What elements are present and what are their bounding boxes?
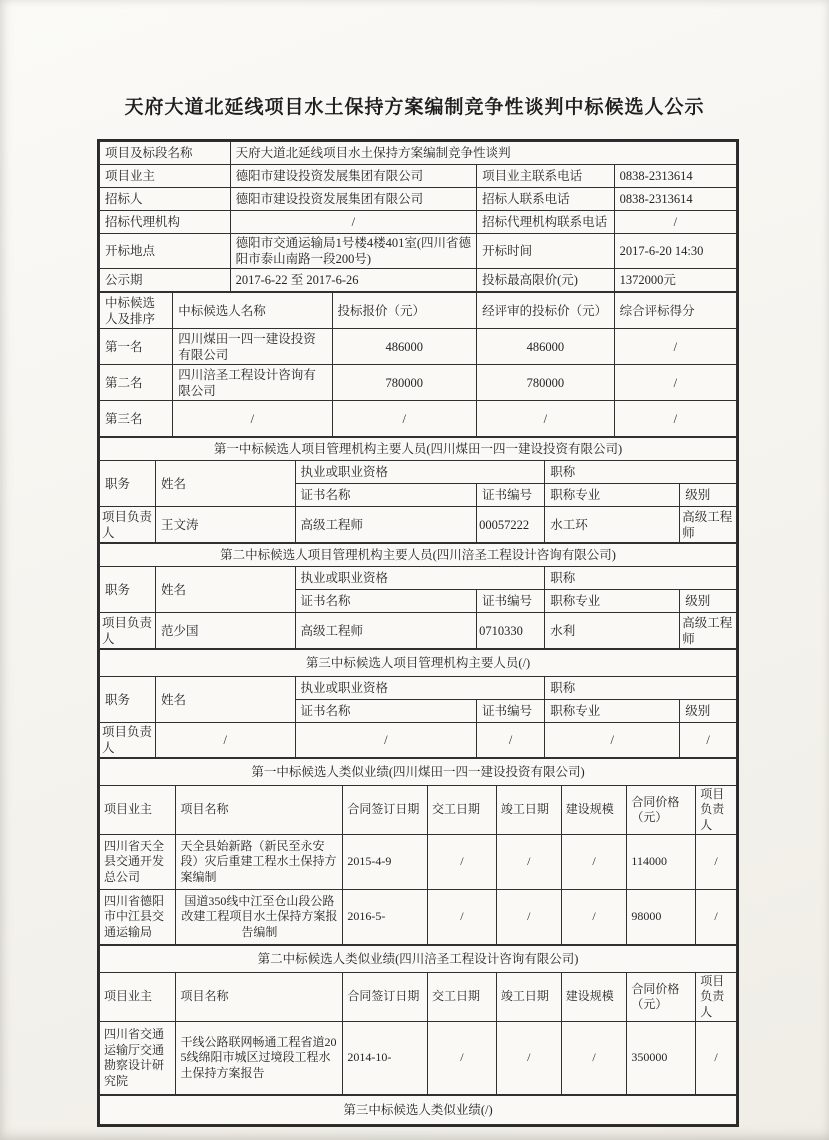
rank-cell: 第二名 (100, 365, 173, 401)
name-cell: / (156, 723, 296, 758)
col-header: 职务 (100, 677, 156, 723)
performance-table-2 (99, 945, 737, 1095)
personnel-row (100, 613, 737, 649)
table-row (100, 234, 737, 269)
section-title-row (100, 544, 737, 567)
candidate-row (100, 329, 737, 365)
delivery-date-cell: / (428, 835, 497, 890)
completion-date-cell: / (496, 890, 561, 945)
score-cell: / (614, 365, 736, 401)
section-title: 第一中标候选人类似业绩(四川煤田一四一建设投资有限公司) (100, 759, 737, 786)
field-label: 招标人 (100, 188, 231, 211)
cert-no-cell: 00057222 (477, 507, 545, 543)
col-header: 投标报价（元） (332, 293, 477, 329)
info-table (99, 141, 737, 292)
section-title: 第一中标候选人项目管理机构主要人员(四川煤田一四一建设投资有限公司) (100, 438, 737, 461)
cert-name-cell: 高级工程师 (295, 507, 477, 543)
field-value: 0838-2313614 (614, 165, 736, 188)
field-label: 招标代理机构 (100, 211, 231, 234)
completion-date-cell: / (496, 1022, 561, 1095)
performance-header-row (100, 786, 737, 835)
personnel-table-1 (99, 437, 737, 543)
candidate-row (100, 401, 737, 437)
table-row (100, 188, 737, 211)
cert-name-cell: 高级工程师 (295, 613, 477, 649)
col-header: 竣工日期 (496, 973, 561, 1022)
col-header: 姓名 (156, 567, 296, 613)
sign-date-cell: 2014-10- (343, 1022, 428, 1095)
sign-date-cell: 2016-5- (343, 890, 428, 945)
major-cell: 水利 (545, 613, 680, 649)
project-cell: 国道350线中江至仓山段公路改建工程项目水土保持方案报告编制 (176, 890, 343, 945)
col-header: 交工日期 (428, 786, 497, 835)
col-header: 职称专业 (545, 484, 680, 507)
field-value: 2017-6-20 14:30 (614, 234, 736, 269)
col-header: 证书编号 (477, 700, 545, 723)
field-label: 投标最高限价(元) (477, 269, 615, 292)
owner-cell: 四川省交通运输厅交通勘察设计研究院 (100, 1022, 176, 1095)
bid-cell: / (332, 401, 477, 437)
section-title: 第二中标候选人类似业绩(四川涪圣工程设计咨询有限公司) (100, 946, 737, 973)
performance-row (100, 890, 737, 945)
manager-cell: / (696, 1022, 737, 1095)
rank-cell: 第三名 (100, 401, 173, 437)
col-header: 职称 (545, 677, 737, 700)
field-value: 德阳市建设投资发展集团有限公司 (230, 188, 477, 211)
field-value: / (614, 211, 736, 234)
field-value: 天府大道北延线项目水土保持方案编制竞争性谈判 (230, 142, 736, 165)
col-header: 建设规模 (561, 786, 627, 835)
rank-cell: 第一名 (100, 329, 173, 365)
manager-cell: / (696, 835, 737, 890)
col-header: 项目业主 (100, 973, 176, 1022)
personnel-row (100, 507, 737, 543)
candidate-row (100, 365, 737, 401)
col-header: 经评审的投标价（元） (477, 293, 615, 329)
performance-row (100, 835, 737, 890)
delivery-date-cell: / (428, 890, 497, 945)
personnel-table-2 (99, 543, 737, 649)
scale-cell: / (561, 1022, 627, 1095)
level-cell: 高级工程师 (680, 613, 737, 649)
duty-cell: 项目负责人 (100, 613, 156, 649)
cert-no-cell: 0710330 (477, 613, 545, 649)
col-header: 项目业主 (100, 786, 176, 835)
col-header: 姓名 (156, 677, 296, 723)
owner-cell: 四川省德阳市中江县交通运输局 (100, 890, 176, 945)
bid-cell: 486000 (332, 329, 477, 365)
col-header: 项目名称 (176, 973, 343, 1022)
field-label: 项目业主 (100, 165, 231, 188)
page-title: 天府大道北延线项目水土保持方案编制竞争性谈判中标候选人公示 (124, 97, 705, 118)
scale-cell: / (561, 890, 627, 945)
section-title-row (100, 759, 737, 786)
bid-cell: 780000 (332, 365, 477, 401)
personnel-header-row (100, 567, 737, 590)
col-header: 职务 (100, 567, 156, 613)
col-header: 级别 (680, 484, 737, 507)
col-header: 项目名称 (176, 786, 343, 835)
evaluated-cell: / (477, 401, 615, 437)
completion-date-cell: / (496, 835, 561, 890)
project-cell: 天全县始新路（新民至永安段）灾后重建工程水土保持方案编制 (176, 835, 343, 890)
section-title: 第二中标候选人项目管理机构主要人员(四川涪圣工程设计咨询有限公司) (100, 544, 737, 567)
duty-cell: 项目负责人 (100, 723, 156, 758)
section-title-row (100, 650, 737, 677)
section-title-row (100, 946, 737, 973)
col-header: 合同价格（元） (627, 786, 696, 835)
col-header: 中标候选人名称 (173, 293, 332, 329)
col-header: 交工日期 (428, 973, 497, 1022)
col-header: 执业或职业资格 (295, 567, 545, 590)
col-header: 职称 (545, 461, 737, 484)
col-header: 竣工日期 (496, 786, 561, 835)
cert-no-cell: / (477, 723, 545, 758)
col-header: 证书名称 (295, 484, 477, 507)
col-header: 级别 (680, 590, 737, 613)
level-cell: / (680, 723, 737, 758)
personnel-header-row (100, 461, 737, 484)
table-row (100, 165, 737, 188)
evaluated-cell: 780000 (477, 365, 615, 401)
score-cell: / (614, 329, 736, 365)
field-label: 招标人联系电话 (477, 188, 615, 211)
field-value: 2017-6-22 至 2017-6-26 (230, 269, 477, 292)
col-header: 项目负责人 (696, 786, 737, 835)
col-header: 建设规模 (561, 973, 627, 1022)
personnel-row (100, 723, 737, 758)
manager-cell: / (696, 890, 737, 945)
duty-cell: 项目负责人 (100, 507, 156, 543)
field-value: 德阳市建设投资发展集团有限公司 (230, 165, 477, 188)
field-value: 1372000元 (614, 269, 736, 292)
field-value: 0838-2313614 (614, 188, 736, 211)
field-label: 项目及标段名称 (100, 142, 231, 165)
col-header: 合同签订日期 (343, 786, 428, 835)
field-label: 公示期 (100, 269, 231, 292)
section-title-row (100, 1096, 737, 1125)
section-title-row (100, 438, 737, 461)
delivery-date-cell: / (428, 1022, 497, 1095)
col-header: 姓名 (156, 461, 296, 507)
candidates-table (99, 292, 737, 437)
performance-table-3 (99, 1095, 737, 1125)
personnel-table-3 (99, 649, 737, 758)
price-cell: 350000 (627, 1022, 696, 1095)
sign-date-cell: 2015-4-9 (343, 835, 428, 890)
section-title: 第三中标候选人类似业绩(/) (100, 1096, 737, 1125)
col-header: 级别 (680, 700, 737, 723)
field-label: 开标地点 (100, 234, 231, 269)
col-header: 证书名称 (295, 590, 477, 613)
col-header: 执业或职业资格 (295, 461, 545, 484)
field-value: 德阳市交通运输局1号楼4楼401室(四川省德阳市泰山南路一段200号) (230, 234, 477, 269)
table-row (100, 211, 737, 234)
col-header: 合同价格（元） (627, 973, 696, 1022)
table-row (100, 142, 737, 165)
price-cell: 114000 (627, 835, 696, 890)
table-row (100, 269, 737, 292)
major-cell: 水工环 (545, 507, 680, 543)
project-cell: 干线公路联网畅通工程省道205线绵阳市城区过境段工程水土保持方案报告 (176, 1022, 343, 1095)
cert-name-cell: / (295, 723, 477, 758)
field-label: 项目业主联系电话 (477, 165, 615, 188)
level-cell: 高级工程师 (680, 507, 737, 543)
score-cell: / (614, 401, 736, 437)
major-cell: / (545, 723, 680, 758)
price-cell: 98000 (627, 890, 696, 945)
scale-cell: / (561, 835, 627, 890)
col-header: 执业或职业资格 (295, 677, 545, 700)
field-label: 招标代理机构联系电话 (477, 211, 615, 234)
company-cell: 四川煤田一四一建设投资有限公司 (173, 329, 332, 365)
col-header: 职称专业 (545, 700, 680, 723)
col-header: 职称 (545, 567, 737, 590)
section-title: 第三中标候选人项目管理机构主要人员(/) (100, 650, 737, 677)
evaluated-cell: 486000 (477, 329, 615, 365)
col-header: 合同签订日期 (343, 973, 428, 1022)
performance-header-row (100, 973, 737, 1022)
performance-row (100, 1022, 737, 1095)
col-header: 证书名称 (295, 700, 477, 723)
company-cell: 四川涪圣工程设计咨询有限公司 (173, 365, 332, 401)
col-header: 证书编号 (477, 484, 545, 507)
col-header: 综合评标得分 (614, 293, 736, 329)
col-header: 职称专业 (545, 590, 680, 613)
col-header: 职务 (100, 461, 156, 507)
col-header: 项目负责人 (696, 973, 737, 1022)
field-value: / (230, 211, 477, 234)
name-cell: 王文涛 (156, 507, 296, 543)
col-header: 中标候选人及排序 (100, 293, 173, 329)
field-label: 开标时间 (477, 234, 615, 269)
personnel-header-row (100, 677, 737, 700)
notice-table (97, 139, 739, 1127)
col-header: 证书编号 (477, 590, 545, 613)
name-cell: 范少国 (156, 613, 296, 649)
owner-cell: 四川省天全县交通开发总公司 (100, 835, 176, 890)
performance-table-1 (99, 758, 737, 945)
company-cell: / (173, 401, 332, 437)
candidates-header-row (100, 293, 737, 329)
